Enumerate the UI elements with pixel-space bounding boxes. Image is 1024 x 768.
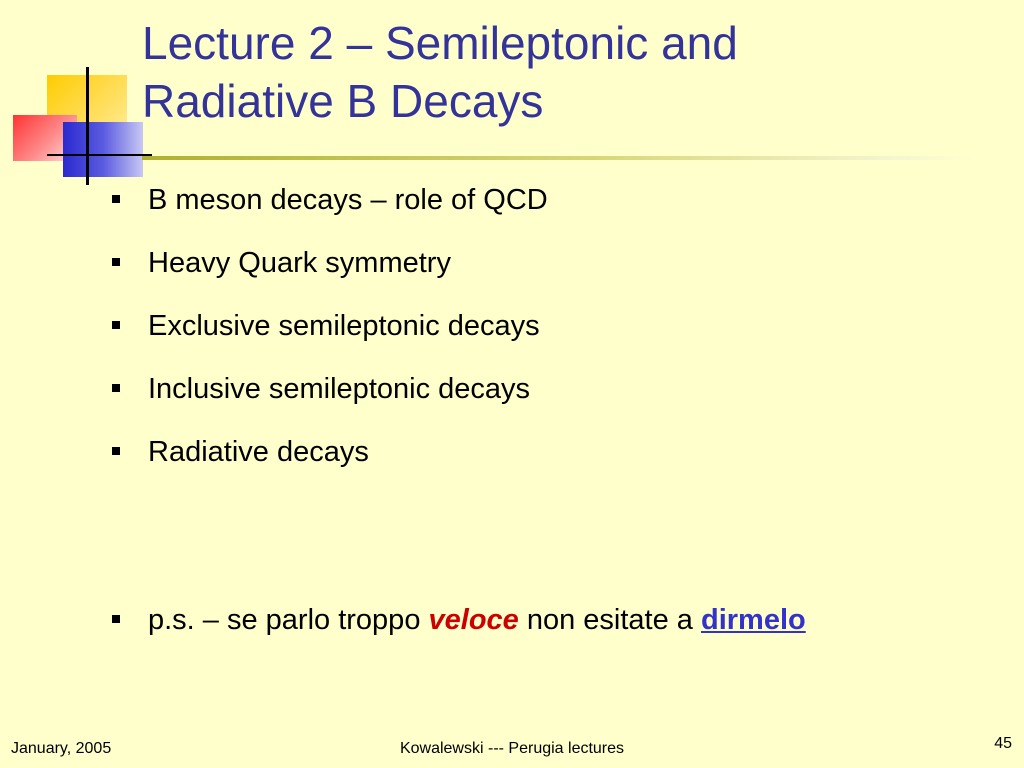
footer-author: Kowalewski --- Perugia lectures bbox=[399, 740, 625, 757]
ps-emphasis-text: veloce bbox=[428, 604, 519, 636]
title-underline-rule bbox=[142, 156, 974, 160]
logo-vertical-line bbox=[86, 67, 89, 185]
square-bullet-icon bbox=[112, 447, 120, 455]
square-bullet-icon bbox=[112, 258, 120, 266]
footer-date: January, 2005 bbox=[11, 740, 112, 757]
ps-middle-text: non esitate a bbox=[518, 604, 701, 636]
square-bullet-icon bbox=[112, 384, 120, 392]
bullet-item bbox=[110, 180, 990, 243]
bullet-item bbox=[110, 243, 990, 306]
footer-page-number: 45 bbox=[994, 735, 1012, 752]
slide-title bbox=[142, 14, 1002, 130]
decorative-logo bbox=[0, 0, 160, 190]
bullet-text: Radiative decays bbox=[148, 436, 369, 468]
logo-blue-square bbox=[63, 122, 143, 177]
slide-title-line2: Radiative B Decays bbox=[142, 75, 544, 127]
bullet-text: Heavy Quark symmetry bbox=[148, 247, 451, 279]
dirmelo-link[interactable]: dirmelo bbox=[700, 604, 806, 636]
bullet-item bbox=[110, 432, 990, 495]
ps-bullet-item bbox=[110, 600, 1024, 663]
bullet-text: B meson decays – role of QCD bbox=[148, 184, 548, 216]
square-bullet-icon bbox=[112, 321, 120, 329]
bullet-item bbox=[110, 306, 990, 369]
bullet-item bbox=[110, 369, 990, 432]
square-bullet-icon bbox=[112, 615, 120, 623]
square-bullet-icon bbox=[112, 195, 120, 203]
bullet-list bbox=[110, 180, 990, 636]
slide-title-line1: Lecture 2 – Semileptonic and bbox=[142, 17, 738, 69]
ps-prefix-text: p.s. – se parlo troppo bbox=[148, 604, 429, 636]
bullet-text: Exclusive semileptonic decays bbox=[148, 310, 540, 342]
bullet-text: Inclusive semileptonic decays bbox=[148, 373, 531, 405]
logo-horizontal-line bbox=[47, 154, 152, 156]
